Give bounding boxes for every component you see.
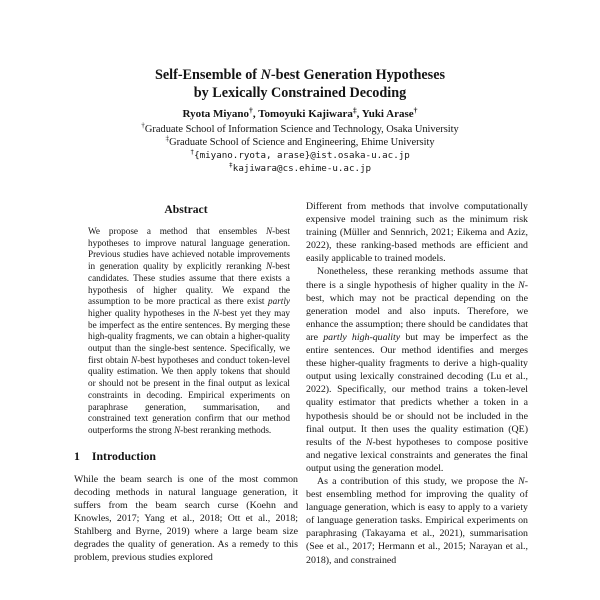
paper-title — [0, 66, 600, 102]
paper-title-line2: by Lexically Constrained Decoding — [193, 85, 407, 101]
paper-title-line1: Self-Ensemble of N-best Generation Hypotheses — [154, 67, 446, 83]
right-column — [306, 200, 528, 567]
right-column-paragraph-2: Nonetheless, these reranking methods assume that there is a single hypothesis of higher quality in the N-best, which may not be practical depending on the generation model and also inputs. Therefore, we enhance the assumption; there should be candidates that are partly high-quality but may be imperfect as the entire sentences. Our method identifies and merges these higher-quality fragments to derive a high-quality output using lexically constrained decoding (Lu et al., 2022). Specifically, our method trains a token-level quality estimator that predicts whether a token in a hypothesis should be or should not be included in the final output. It then uses the quality estimation (QE) results of the N-best hypotheses to compose positive and negative lexical constraints and generates the final output using the generation model. — [306, 266, 529, 474]
affiliations — [0, 123, 600, 149]
author-line: Ryota Miyano†, Tomoyuki Kajiwara‡, Yuki Arase† — [182, 105, 418, 120]
right-column-paragraph-1: Different from methods that involve computationally expensive model training such as the minimum risk training (Müller and Sennrich, 2021; Eikema and Aziz, 2022), these ranking-based methods are efficient and easily applicable to trained models. — [306, 201, 528, 265]
section-number: 1 — [74, 448, 80, 463]
abstract-heading: Abstract — [164, 203, 208, 216]
right-column-paragraph-3: As a contribution of this study, we propose the N-best ensembling method for improving the quality of language generation, which is easy to apply to a variety of language generation tasks. Empirical experiments on paraphrasing (Takayama et al., 2021), summarisation (See et al., 2017; Hermann et al., 2015; Narayan et al., 2018), and constrained — [306, 475, 528, 566]
section-heading-introduction — [74, 449, 298, 464]
left-column — [74, 203, 298, 564]
email-osaka: †{miyano.ryota, arase}@ist.osaka-u.ac.jp — [190, 147, 410, 161]
email-ehime: ‡kajiwara@cs.ehime-u.ac.jp — [228, 160, 372, 174]
introduction-paragraph-1: While the beam search is one of the most common decoding methods in natural language generation, it suffers from the beam search curse (Koehn and Knowles, 2017; Yang et al., 2018; Ott et al., 2018; Stahlberg and Byrne, 2019) where a large beam size degrades the quality of generation. As a remedy to this problem, previous studies explored — [74, 473, 298, 564]
affiliation-ehime: ‡Graduate School of Science and Engineering, Ehime University — [165, 134, 435, 149]
abstract-body: We propose a method that ensembles N-best hypotheses to improve natural language generation. Previous studies have achieved notable improvements in generation quality by explicitly reranking N-best candidates. These studies assume that there exists a hypothesis of higher quality. We expand the assumption to be more practical as there exist partly higher quality hypotheses in the N-best yet they may be imperfect as the entire sentences. By merging these high-quality fragments, we can obtain a higher-quality output than the single-best sentence. Specifically, we first obtain N-best hypotheses and conduct token-level quality estimation. We then apply tokens that should or should not be present in the final output as lexical constraints in decoding. Empirical experiments on paraphrase generation, summarisation, and constrained text generation confirm that our method outperforms the strong N-best reranking methods. — [88, 226, 290, 435]
email-block — [0, 147, 600, 175]
affiliation-osaka: †Graduate School of Information Science and Technology, Osaka University — [141, 121, 459, 135]
section-title: Introduction — [91, 448, 156, 463]
